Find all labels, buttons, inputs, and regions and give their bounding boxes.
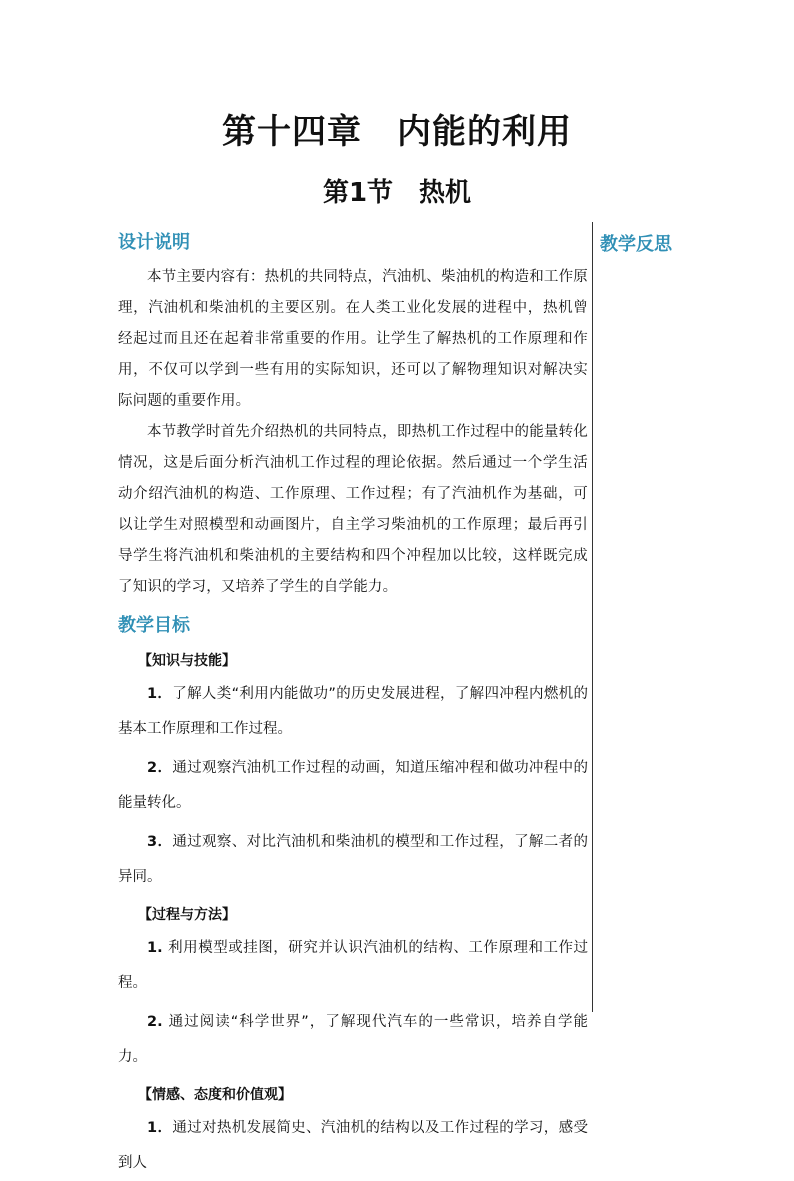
knowledge-item-3: 3．通过观察、对比汽油机和柴油机的模型和工作过程，了解二者的异同。 bbox=[118, 834, 588, 885]
goals-heading: 教学目标 bbox=[118, 615, 190, 636]
process-item-2: 2. 通过阅读“科学世界”，了解现代汽车的一些常识，培养自学能力。 bbox=[118, 1014, 588, 1065]
attitude-item-1: 1．通过对热机发展简史、汽油机的结构以及工作过程的学习，感受到人 bbox=[118, 1120, 588, 1171]
knowledge-subheading: 【知识与技能】 bbox=[138, 653, 236, 669]
knowledge-item-1: 1．了解人类“利用内能做功”的历史发展进程，了解四冲程内燃机的基本工作原理和工作过程。 bbox=[118, 686, 588, 737]
main-column bbox=[118, 228, 588, 1181]
section-title: 第1节 热机 bbox=[322, 178, 472, 208]
column-divider bbox=[592, 222, 593, 1012]
design-heading: 设计说明 bbox=[118, 232, 190, 253]
reflection-heading: 教学反思 bbox=[600, 234, 672, 255]
attitude-subheading: 【情感、态度和价值观】 bbox=[138, 1087, 292, 1103]
process-subheading: 【过程与方法】 bbox=[138, 907, 236, 923]
chapter-title: 第十四章 内能的利用 bbox=[222, 112, 572, 152]
design-paragraph-1: 本节主要内容有：热机的共同特点，汽油机、柴油机的构造和工作原理，汽油机和柴油机的主要区别。在人类工业化发展的进程中，热机曾经起过而且还在起着非常重要的作用。让学生了解热机的工作原理和作用，不仅可以学到一些有用的实际知识，还可以了解物理知识对解决实际问题的重要作用。 bbox=[118, 269, 588, 409]
process-item-1: 1. 利用模型或挂图，研究并认识汽油机的结构、工作原理和工作过程。 bbox=[118, 940, 589, 991]
knowledge-item-2: 2．通过观察汽油机工作过程的动画，知道压缩冲程和做功冲程中的能量转化。 bbox=[118, 760, 588, 811]
design-paragraph-2: 本节教学时首先介绍热机的共同特点，即热机工作过程中的能量转化情况，这是后面分析汽油机工作过程的理论依据。然后通过一个学生活动介绍汽油机的构造、工作原理、工作过程；有了汽油机作为基础，可以让学生对照模型和动画图片，自主学习柴油机的工作原理；最后再引导学生将汽油机和柴油机的主要结构和四个冲程加以比较，这样既完成了知识的学习，又培养了学生的自学能力。 bbox=[118, 424, 588, 595]
